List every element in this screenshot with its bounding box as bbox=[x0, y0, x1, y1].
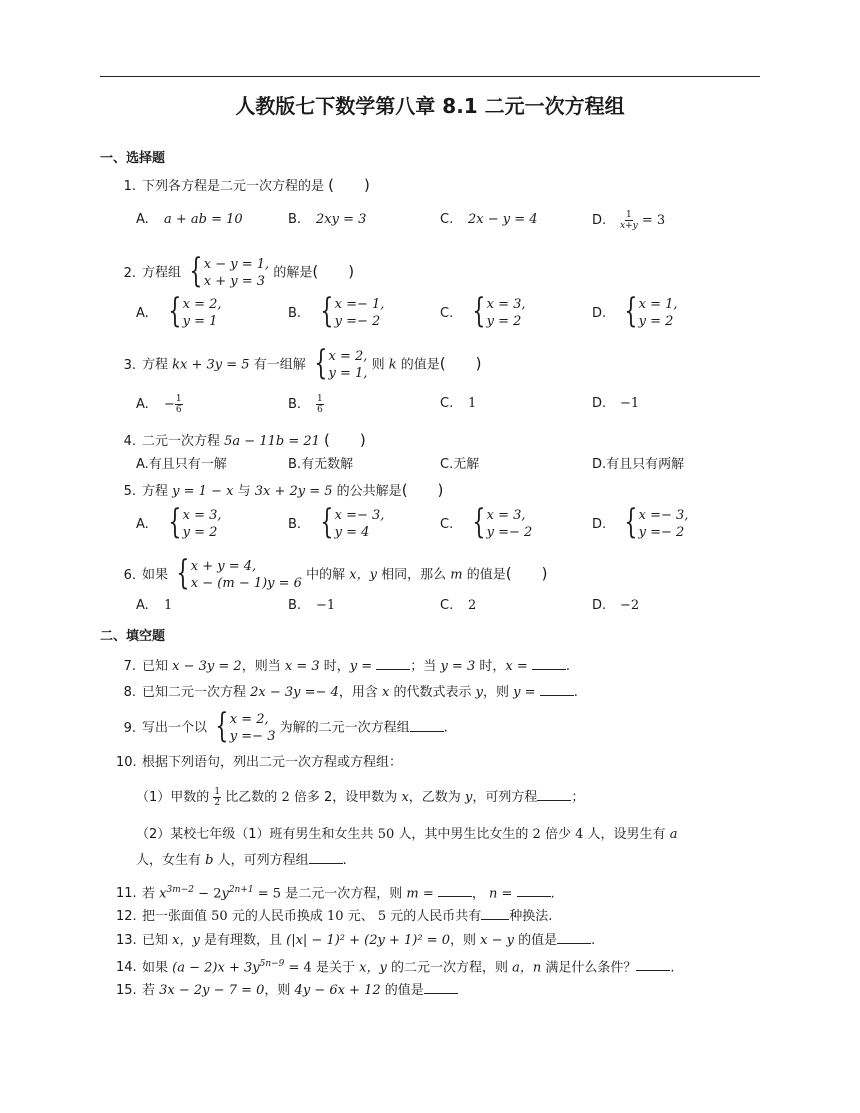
question-text: 下列各方程是二元一次方程的是 bbox=[142, 179, 325, 194]
question-6: 6. 如果 { x + y = 4, x − (m − 1)y = 6 中的解 x，y 相同，那么 m 的值是( ) bbox=[123, 553, 548, 593]
answer-blank[interactable] bbox=[557, 929, 591, 944]
question-2: 2. 方程组 { x − y = 1, x + y = 3 的解是( ) bbox=[123, 251, 355, 291]
answer-blank[interactable] bbox=[424, 979, 458, 994]
q6-option-a: A. 1 bbox=[136, 598, 173, 613]
q3-option-d: D. −1 bbox=[592, 396, 640, 411]
q6-option-d: D. −2 bbox=[592, 598, 640, 613]
answer-blank[interactable] bbox=[636, 956, 670, 971]
question-1 bbox=[116, 175, 760, 197]
q1-option-c: C. 2x − y = 4 bbox=[440, 212, 538, 227]
q5-option-d: D. { x =− 3, y =− 2 bbox=[592, 502, 689, 542]
q2-option-a: A. { x = 2, y = 1 bbox=[136, 291, 222, 331]
answer-blank[interactable] bbox=[309, 849, 343, 864]
question-number: 1. bbox=[123, 179, 136, 194]
header-rule bbox=[100, 76, 760, 77]
q3-option-a: A. − $\frac{1}{6}$ bbox=[136, 394, 182, 415]
question-5: 5. 方程 y = 1 − x 与 3x + 2y = 5 的公共解是( ) bbox=[123, 481, 444, 499]
equation-system: { x − y = 1, x + y = 3 bbox=[189, 251, 270, 291]
answer-blank[interactable] bbox=[537, 786, 571, 801]
answer-blank[interactable] bbox=[517, 882, 551, 897]
q2-option-c: C. { x = 3, y = 2 bbox=[440, 291, 526, 331]
q2-option-d: D. { x = 1, y = 2 bbox=[592, 291, 678, 331]
answer-blank[interactable] bbox=[410, 717, 444, 732]
q6-option-b: B. −1 bbox=[288, 598, 336, 613]
answer-blank[interactable] bbox=[532, 655, 566, 670]
section-fill-heading: 二、填空题 bbox=[100, 629, 166, 644]
question-9: 9. 写出一个以 { x = 2, y =− 3 为解的二元一次方程组 . bbox=[123, 706, 448, 746]
section-choice-heading: 一、选择题 bbox=[100, 151, 166, 166]
question-12: 12. 把一张面值 50 元的人民币换成 10 元、 5 元的人民币共有 种换法. bbox=[116, 905, 760, 927]
answer-paren: ( ) bbox=[328, 176, 370, 194]
answer-blank[interactable] bbox=[540, 681, 574, 696]
q5-option-a: A. { x = 3, y = 2 bbox=[136, 502, 222, 542]
question-4: 4. 二元一次方程 5a − 11b = 21 ( ) bbox=[123, 431, 366, 449]
q3-option-c: C. 1 bbox=[440, 396, 477, 411]
q1-option-a: A. a + ab = 10 bbox=[136, 212, 243, 227]
question-13: 13. 已知 x，y 是有理数，且 (|x| − 1)² + (2y + 1)² = 0，则 x − y 的值是 . bbox=[116, 929, 760, 951]
answer-blank[interactable] bbox=[481, 905, 509, 920]
question-11: 11. 若 $x^{3m-2} - 2y^{2n+1} = 5$ 是二元一次方程，则 m = ， n = . bbox=[116, 880, 760, 904]
q1-option-d: D. $\frac{1}{x+y}$ = 3 bbox=[592, 210, 666, 231]
question-8: 8. 已知二元一次方程 2x − 3y =− 4，用含 x 的代数式表示 y，则 y = . bbox=[116, 681, 760, 703]
q5-option-b: B. { x =− 3, y = 4 bbox=[288, 502, 385, 542]
q4-option-c: C.无解 bbox=[440, 457, 480, 472]
question-3: 3. 方程 kx + 3y = 5 有一组解 { x = 2, y = 1, 则 k 的值是( ) bbox=[123, 343, 482, 383]
q2-option-b: B. { x =− 1, y =− 2 bbox=[288, 291, 385, 331]
q6-option-c: C. 2 bbox=[440, 598, 477, 613]
question-10-part-2: （2）某校七年级（1）班有男生和女生共 50 人，其中男生比女生的 2 倍少 4 人，设男生有 a 人，女生有 b 人，可列方程组 . bbox=[136, 827, 678, 868]
answer-blank[interactable] bbox=[438, 882, 472, 897]
question-14: 14. 如果 $(a - 2)x + 3y^{5n-9} = 4$ 是关于 x，y 的二元一次方程，则 a，n 满足什么条件？ . bbox=[116, 954, 760, 978]
q3-option-b: B. $\frac{1}{6}$ bbox=[288, 394, 323, 415]
question-10-part-1: （1）甲数的 $\frac{1}{2}$ 比乙数的 2 倍多 2，设甲数为 x，乙数为 y，可列方程 ； bbox=[136, 787, 585, 808]
question-10: 10. 根据下列语句，列出二元一次方程或方程组： bbox=[116, 755, 403, 770]
page-title: 人教版七下数学第八章 8.1 二元一次方程组 bbox=[235, 94, 625, 118]
q5-option-c: C. { x = 3, y =− 2 bbox=[440, 502, 533, 542]
q4-option-a: A.有且只有一解 bbox=[136, 457, 227, 472]
q4-option-b: B.有无数解 bbox=[288, 457, 354, 472]
question-15: 15. 若 3x − 2y − 7 = 0，则 4y − 6x + 12 的值是 bbox=[116, 979, 760, 1001]
q1-option-b: B. 2xy = 3 bbox=[288, 212, 367, 227]
q4-option-d: D.有且只有两解 bbox=[592, 457, 685, 472]
question-7: 7. 已知 x − 3y = 2，则当 x = 3 时，y = ；当 y = 3 时，x = . bbox=[116, 655, 760, 677]
answer-blank[interactable] bbox=[376, 655, 410, 670]
